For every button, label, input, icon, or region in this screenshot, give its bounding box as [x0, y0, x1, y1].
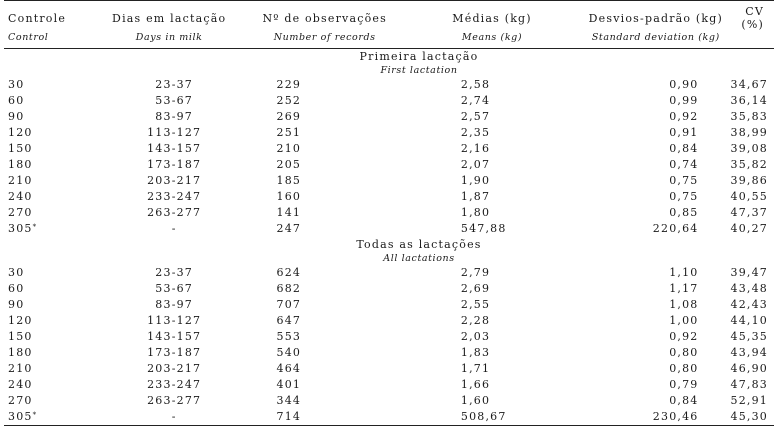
cell-cv: 39,47	[730, 266, 768, 279]
cell-cv: 35,83	[730, 110, 768, 123]
cell-days-in-milk: 233-247	[147, 190, 202, 203]
section-title	[4, 49, 774, 65]
control-value: 60	[8, 282, 25, 295]
control-value: 150	[8, 142, 33, 155]
control-value: 120	[8, 126, 33, 139]
control-value: 120	[8, 314, 33, 327]
cell-sd: 1,00	[669, 314, 699, 327]
cell-sd: 230,46	[581, 409, 730, 426]
cell-records: 205	[276, 158, 302, 171]
cell-cv: 36,14	[730, 94, 768, 107]
cell-mean: 1,71	[460, 362, 491, 375]
table-row	[4, 157, 774, 173]
control-value: 210	[8, 174, 33, 187]
table-row	[4, 313, 774, 329]
header-row-portuguese	[4, 1, 774, 32]
cell-cv: 47,83	[730, 378, 768, 391]
cell-cv: 43,94	[730, 346, 768, 359]
cell-mean: 1,87	[460, 190, 491, 203]
cell-control	[4, 329, 92, 345]
cell-mean: 2,55	[460, 298, 491, 311]
cell-cv: 39,86	[730, 174, 768, 187]
cell-days-in-milk: -	[171, 222, 177, 235]
cell-records: 553	[276, 330, 302, 343]
cell-mean: 2,28	[460, 314, 491, 327]
cell-control	[4, 173, 92, 189]
cell-sd: 1,17	[669, 282, 699, 295]
col-header-sd: Desvios-padrão (kg)	[581, 1, 730, 32]
cell-records: 141	[276, 206, 302, 219]
cell-days-in-milk: 83-97	[155, 298, 194, 311]
cell-records: 464	[276, 362, 302, 375]
col-header-days: Dias em lactação	[92, 1, 247, 32]
table-row	[4, 173, 774, 189]
cell-records: 185	[276, 174, 302, 187]
cell-records: 210	[276, 142, 302, 155]
cell-days-in-milk: -	[92, 409, 247, 426]
table-row	[4, 393, 774, 409]
cell-records: 229	[276, 78, 302, 91]
section-subtitle-text: All lactations	[383, 253, 455, 264]
section-subtitle	[4, 252, 774, 265]
cell-records: 401	[276, 378, 302, 391]
cell-cv: 39,08	[730, 142, 768, 155]
table-row	[4, 93, 774, 109]
col-header-records: Nº de observações	[247, 1, 403, 32]
cell-sd: 0,99	[669, 94, 699, 107]
cell-mean: 1,83	[460, 346, 491, 359]
cell-days-in-milk: 233-247	[147, 378, 202, 391]
cell-days-in-milk: 143-157	[147, 142, 202, 155]
cell-days-in-milk: 113-127	[147, 314, 202, 327]
cell-sd: 0,80	[669, 362, 699, 375]
cell-mean: 2,07	[460, 158, 491, 171]
cell-control	[4, 141, 92, 157]
cell-sd: 0,84	[669, 142, 699, 155]
cell-mean: 547,88	[460, 222, 507, 235]
cell-cv: 44,10	[730, 314, 768, 327]
cell-control	[4, 393, 92, 409]
cell-records: 160	[276, 190, 302, 203]
table-row	[4, 329, 774, 345]
section-title-text: Primeira lactação	[359, 50, 479, 63]
table-row	[4, 77, 774, 93]
cell-cv: 43,48	[730, 282, 768, 295]
footnote-marker: *	[32, 223, 38, 231]
control-value: 210	[8, 362, 33, 375]
control-value: 270	[8, 206, 33, 219]
cell-control	[4, 77, 92, 93]
cell-mean: 1,66	[460, 378, 491, 391]
cell-control	[4, 409, 92, 426]
cell-cv: 42,43	[730, 298, 768, 311]
control-value: 60	[8, 94, 25, 107]
cell-sd: 0,92	[669, 110, 699, 123]
cell-sd: 0,75	[669, 174, 699, 187]
cell-mean: 2,03	[460, 330, 491, 343]
cell-control	[4, 377, 92, 393]
cell-control	[4, 125, 92, 141]
cell-sd: 0,79	[669, 378, 699, 391]
cell-days-in-milk: 113-127	[147, 126, 202, 139]
control-value: 305	[8, 222, 33, 235]
table-row	[4, 141, 774, 157]
table-row	[4, 221, 774, 237]
cell-sd: 0,75	[669, 190, 699, 203]
cell-mean: 2,35	[460, 126, 491, 139]
control-value: 90	[8, 110, 25, 123]
section-subtitle-text: First lactation	[380, 65, 458, 76]
control-value: 30	[8, 78, 25, 91]
cell-records: 269	[276, 110, 302, 123]
table-row	[4, 297, 774, 313]
cell-sd: 220,64	[652, 222, 699, 235]
cell-mean: 1,80	[460, 206, 491, 219]
control-value: 180	[8, 346, 33, 359]
cell-cv: 52,91	[730, 394, 768, 407]
cell-control	[4, 189, 92, 205]
cell-cv: 35,82	[730, 158, 768, 171]
table-row	[4, 189, 774, 205]
cell-days-in-milk: 53-67	[155, 94, 194, 107]
table-row	[4, 409, 774, 426]
col-subheader-records: Number of records	[247, 31, 403, 49]
cell-records: 647	[276, 314, 302, 327]
table-body	[4, 49, 774, 426]
control-value: 90	[8, 298, 25, 311]
col-subheader-days: Days in milk	[92, 31, 247, 49]
table-row	[4, 377, 774, 393]
cell-days-in-milk: 23-37	[155, 266, 194, 279]
col-header-cv: CV (%)	[731, 1, 775, 32]
cell-control	[4, 157, 92, 173]
cell-cv: 40,27	[730, 222, 768, 235]
cell-records: 714	[247, 409, 403, 426]
cell-cv: 45,35	[730, 330, 768, 343]
table-row	[4, 265, 774, 281]
col-header-control: Controle	[4, 1, 92, 32]
cell-mean: 1,60	[460, 394, 491, 407]
cell-records: 344	[276, 394, 302, 407]
cell-records: 682	[276, 282, 302, 295]
cell-sd: 0,85	[669, 206, 699, 219]
cell-days-in-milk: 173-187	[147, 158, 202, 171]
cell-sd: 1,10	[669, 266, 699, 279]
cell-control	[4, 345, 92, 361]
cell-mean: 2,69	[460, 282, 491, 295]
cell-days-in-milk: 203-217	[147, 362, 202, 375]
cell-records: 251	[276, 126, 302, 139]
cell-days-in-milk: 203-217	[147, 174, 202, 187]
cell-days-in-milk: 173-187	[147, 346, 202, 359]
table-row	[4, 205, 774, 221]
control-value: 180	[8, 158, 33, 171]
cell-mean: 2,57	[460, 110, 491, 123]
cell-days-in-milk: 23-37	[155, 78, 194, 91]
cell-control	[4, 265, 92, 281]
cell-control	[4, 281, 92, 297]
cell-sd: 0,84	[669, 394, 699, 407]
cell-days-in-milk: 263-277	[147, 206, 202, 219]
cell-records: 252	[276, 94, 302, 107]
col-subheader-cv	[731, 31, 775, 49]
control-value: 240	[8, 378, 33, 391]
cell-control	[4, 313, 92, 329]
table-row	[4, 125, 774, 141]
table-row	[4, 281, 774, 297]
section-subtitle	[4, 64, 774, 77]
control-value: 150	[8, 330, 33, 343]
table-row	[4, 345, 774, 361]
lactation-statistics-table	[4, 0, 774, 426]
cell-control	[4, 361, 92, 377]
cell-cv: 46,90	[730, 362, 768, 375]
table-row	[4, 361, 774, 377]
control-value: 240	[8, 190, 33, 203]
table-header	[4, 1, 774, 49]
cell-mean: 508,67	[403, 409, 581, 426]
cell-sd: 0,91	[669, 126, 699, 139]
col-subheader-sd: Standard deviation (kg)	[581, 31, 730, 49]
cell-control	[4, 297, 92, 313]
cell-cv: 38,99	[730, 126, 768, 139]
cell-control	[4, 109, 92, 125]
cell-mean: 1,90	[460, 174, 491, 187]
cell-cv: 40,55	[730, 190, 768, 203]
section-title-text: Todas as lactações	[356, 238, 482, 251]
cell-cv: 45,30	[731, 409, 775, 426]
cell-cv: 47,37	[730, 206, 768, 219]
cell-records: 624	[276, 266, 302, 279]
cell-records: 707	[276, 298, 302, 311]
control-value: 30	[8, 266, 25, 279]
header-row-english	[4, 31, 774, 49]
cell-days-in-milk: 143-157	[147, 330, 202, 343]
cell-control	[4, 205, 92, 221]
cell-days-in-milk: 263-277	[147, 394, 202, 407]
cell-sd: 1,08	[669, 298, 699, 311]
cell-mean: 2,79	[460, 266, 491, 279]
cell-records: 540	[276, 346, 302, 359]
col-subheader-control: Control	[4, 31, 92, 49]
cell-mean: 2,74	[460, 94, 491, 107]
cell-control	[4, 221, 92, 237]
cell-mean: 2,58	[460, 78, 491, 91]
col-subheader-means: Means (kg)	[403, 31, 581, 49]
cell-records: 247	[276, 222, 302, 235]
cell-control	[4, 93, 92, 109]
control-value: 305	[8, 410, 33, 423]
table-row	[4, 109, 774, 125]
cell-sd: 0,74	[669, 158, 699, 171]
cell-cv: 34,67	[730, 78, 768, 91]
section-title	[4, 237, 774, 252]
footnote-marker: *	[32, 411, 38, 419]
cell-days-in-milk: 83-97	[155, 110, 194, 123]
cell-mean: 2,16	[460, 142, 491, 155]
cell-sd: 0,80	[669, 346, 699, 359]
cell-sd: 0,90	[669, 78, 699, 91]
col-header-means: Médias (kg)	[403, 1, 581, 32]
cell-days-in-milk: 53-67	[155, 282, 194, 295]
control-value: 270	[8, 394, 33, 407]
cell-sd: 0,92	[669, 330, 699, 343]
